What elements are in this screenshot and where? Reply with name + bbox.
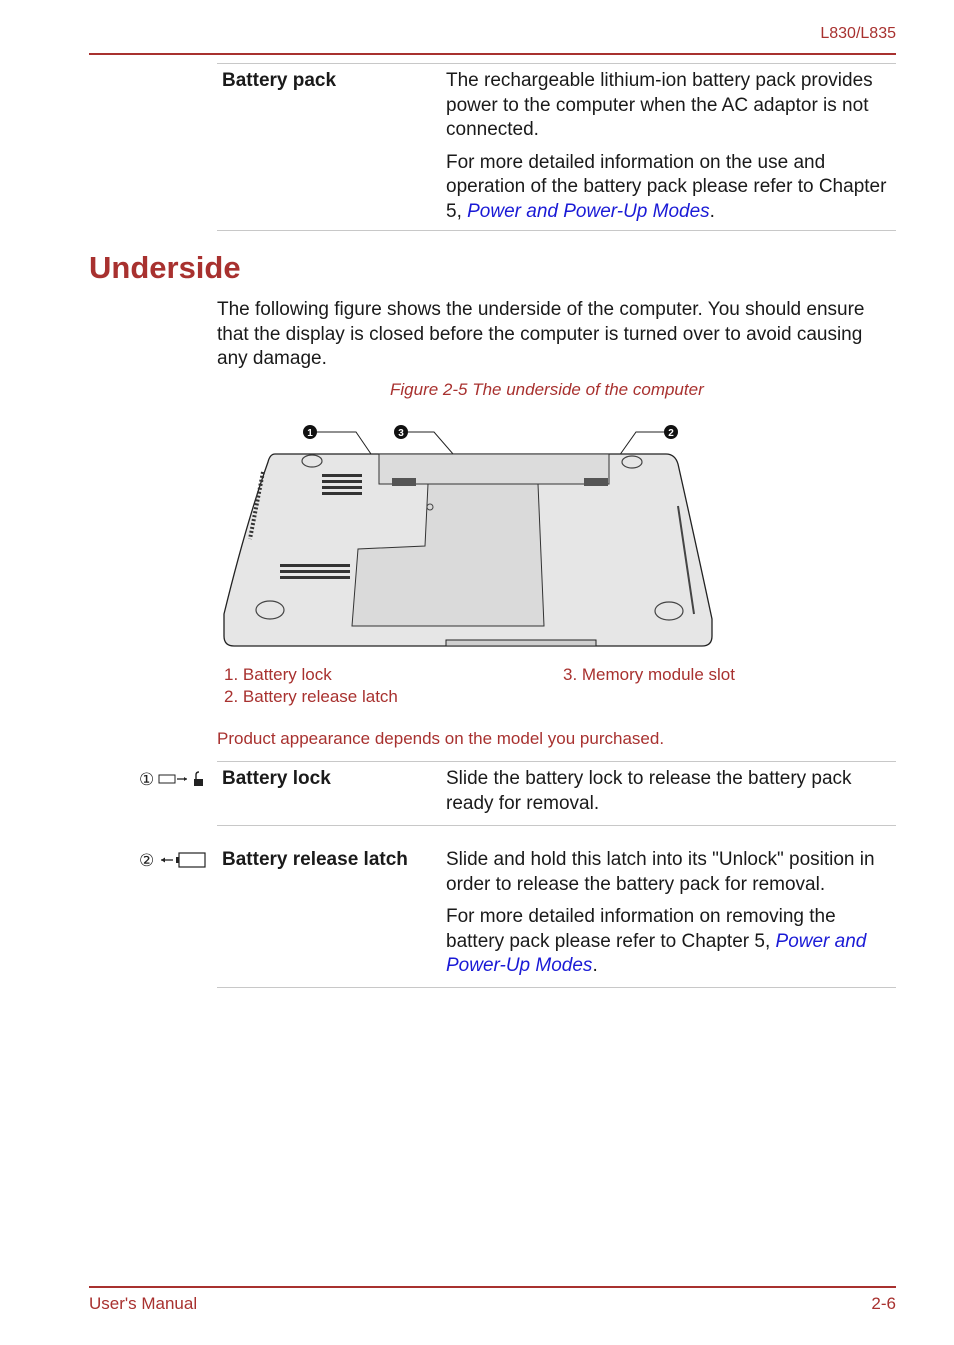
callout-1: 1 — [307, 428, 313, 439]
term-battery-lock: Battery lock — [222, 768, 331, 789]
para2-suffix: . — [709, 200, 715, 222]
desc2-suffix: . — [592, 955, 598, 976]
product-appearance-note: Product appearance depends on the model you purchased. — [217, 729, 665, 748]
callout-2: 2 — [668, 428, 674, 439]
desc-battery-lock — [446, 767, 896, 816]
battery-pack-para1: The rechargeable lithium-ion battery pack provides power to the computer when the AC adaptor is not connected. — [446, 70, 873, 140]
battery-lock-desc: Slide the battery lock to release the battery pack ready for removal. — [446, 768, 852, 814]
term-battery-pack: Battery pack — [222, 70, 337, 91]
battery-release-latch-icon — [139, 849, 209, 871]
table-row — [139, 762, 896, 826]
footer-page-number: 2-6 — [871, 1294, 896, 1313]
legend-memory-module-slot: 3. Memory module slot — [563, 665, 735, 684]
footer-manual-title: User's Manual — [89, 1294, 198, 1313]
term-battery-release-latch: Battery release latch — [222, 849, 408, 870]
figure-caption: Figure 2-5 The underside of the computer — [390, 380, 704, 399]
battery-release-latch-desc: Slide and hold this latch into its "Unlock" position in order to release the battery pack for removal. — [446, 849, 875, 895]
battery-release-latch-desc2 — [446, 905, 896, 979]
desc-battery-pack — [446, 69, 896, 224]
para2-text: For more detailed information on the use and operation of the battery pack please refer to Chapter 5, — [446, 151, 887, 222]
symbol-2: ② — [139, 851, 155, 871]
battery-pack-table — [217, 63, 896, 231]
components-table — [139, 761, 896, 988]
laptop-underside-figure — [218, 414, 718, 654]
desc2-text: For more detailed information on removing the battery pack please refer to Chapter 5, — [446, 906, 836, 952]
desc-battery-release-latch — [446, 848, 896, 979]
legend-battery-lock: 1. Battery lock — [224, 665, 332, 684]
battery-pack-para2 — [446, 151, 896, 225]
callout-3: 3 — [398, 428, 404, 439]
front-edge — [446, 640, 596, 646]
legend-battery-release-latch: 2. Battery release latch — [224, 687, 398, 706]
section-intro: The following figure shows the underside of the computer. You should ensure that the display is closed before the computer is turned over to avoid causing any damage. — [217, 299, 865, 369]
header-model: L830/L835 — [820, 25, 896, 42]
table-row — [217, 64, 896, 231]
battery-lock-part — [392, 478, 416, 486]
power-modes-link[interactable]: Power and Power-Up Modes — [467, 200, 710, 222]
table-row — [139, 826, 896, 988]
symbol-1: ① — [139, 770, 155, 790]
header-rule — [89, 53, 896, 55]
section-title: Underside — [89, 250, 241, 285]
battery-lock-icon — [139, 768, 209, 790]
footer-rule — [89, 1286, 896, 1288]
power-modes-link-2[interactable]: Power and Power-Up Modes — [446, 930, 867, 976]
battery-latch-part — [584, 478, 608, 486]
